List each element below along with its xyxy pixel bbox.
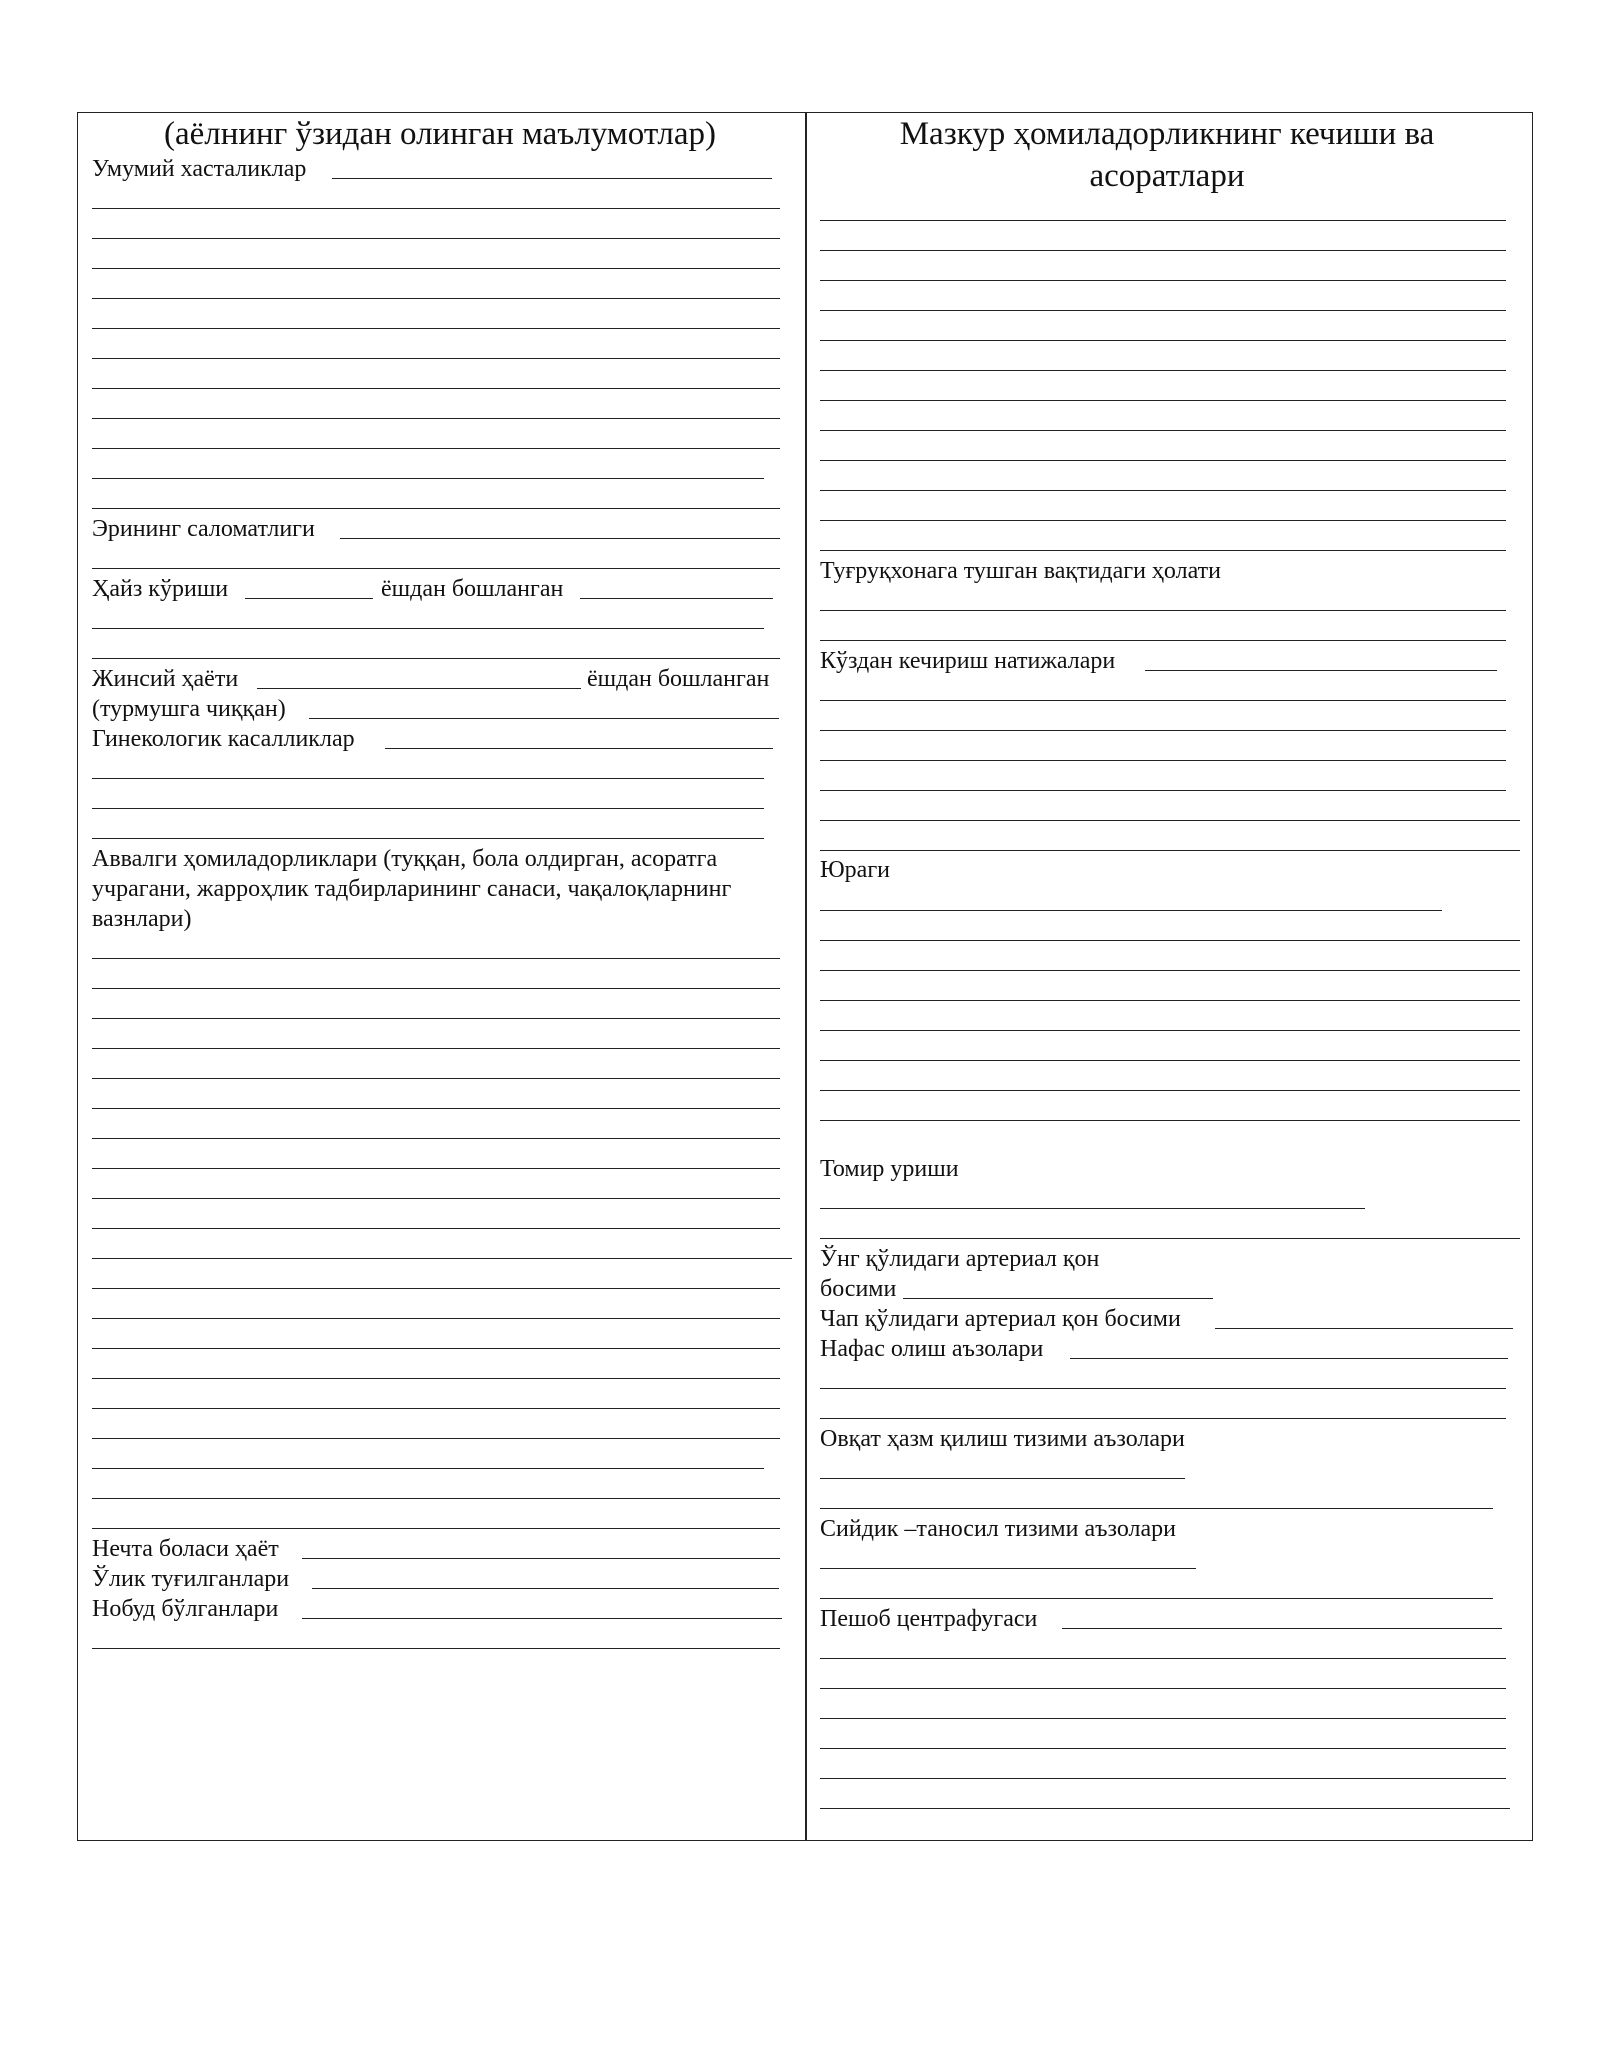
left-column-header: (аёлнинг ўзидан олинган маълумотлар)	[163, 116, 717, 152]
blank-line[interactable]	[92, 1048, 780, 1049]
exam-results-line-3	[820, 760, 1506, 761]
blank-line[interactable]	[820, 310, 1506, 311]
gyn-diseases-extra-line-2	[92, 808, 764, 809]
blank-line[interactable]	[92, 1318, 780, 1319]
stillborn-label: Ўлик туғилганлари	[92, 1566, 290, 1592]
blank-line[interactable]	[820, 250, 1506, 251]
sexual-life-start-label: ёшдан бошланган	[587, 666, 770, 692]
blank-line[interactable]	[820, 550, 1506, 551]
blank-line[interactable]	[92, 1198, 780, 1199]
blank-line[interactable]	[92, 298, 780, 299]
blank-line[interactable]	[92, 1138, 780, 1139]
lost-label: Нобуд бўлганлари	[92, 1596, 279, 1622]
pulse-label: Томир уриши	[820, 1156, 959, 1182]
respiratory-extra-line-2	[820, 1418, 1506, 1419]
heart-label: Юраги	[820, 857, 891, 883]
exam-results-line-5	[820, 820, 1520, 821]
respiratory-field[interactable]	[1070, 1358, 1508, 1359]
blank-line[interactable]	[92, 1288, 780, 1289]
blank-line[interactable]	[92, 1468, 764, 1469]
right-column-header-2: асоратлари	[1089, 158, 1245, 194]
blank-line[interactable]	[92, 1258, 792, 1259]
exam-results-label: Кўздан кечириш натижалари	[820, 648, 1116, 674]
blank-line[interactable]	[820, 340, 1506, 341]
bp-right-label-1: Ўнг қўлидаги артериал қон	[820, 1246, 1100, 1272]
blank-line[interactable]	[92, 418, 780, 419]
blank-line[interactable]	[820, 1778, 1506, 1779]
respiratory-extra-line-1	[820, 1388, 1506, 1389]
prev-pregnancies-label-3: вазнлари)	[92, 906, 192, 932]
husband-health-extra-line	[92, 568, 780, 569]
blank-line[interactable]	[820, 1748, 1506, 1749]
blank-line[interactable]	[820, 1120, 1520, 1121]
general-diseases-field[interactable]	[332, 178, 772, 179]
blank-line[interactable]	[92, 508, 780, 509]
urinary-label: Сийдик –таносил тизими аъзолари	[820, 1516, 1177, 1542]
blank-line[interactable]	[92, 268, 780, 269]
exam-results-line-6	[820, 850, 1520, 851]
gyn-diseases-field[interactable]	[385, 748, 773, 749]
blank-line[interactable]	[820, 1030, 1520, 1031]
blank-line[interactable]	[820, 1000, 1520, 1001]
column-divider	[805, 113, 807, 1840]
urine-centrifuge-label: Пешоб центрафугаси	[820, 1606, 1038, 1632]
husband-health-field[interactable]	[340, 538, 780, 539]
digestive-label: Овқат ҳазм қилиш тизими аъзолари	[820, 1426, 1185, 1452]
blank-line[interactable]	[92, 328, 780, 329]
blank-line[interactable]	[92, 958, 780, 959]
bp-left-field[interactable]	[1215, 1328, 1513, 1329]
lost-extra-line	[92, 1648, 780, 1649]
blank-line[interactable]	[92, 1228, 780, 1229]
blank-line[interactable]	[820, 1658, 1506, 1659]
blank-line[interactable]	[92, 1408, 780, 1409]
blank-line[interactable]	[92, 1438, 780, 1439]
right-column-header-1: Мазкур ҳомиладорликнинг кечиши ва	[899, 116, 1435, 152]
married-field[interactable]	[309, 718, 779, 719]
blank-line[interactable]	[820, 1688, 1506, 1689]
prev-pregnancies-label-1: Аввалги ҳомиладорликлари (туққан, бола олдирган, асоратга	[92, 846, 718, 872]
blank-line[interactable]	[820, 220, 1506, 221]
blank-line[interactable]	[820, 430, 1506, 431]
gyn-diseases-extra-line-3	[92, 838, 764, 839]
gyn-diseases-label: Гинекологик касалликлар	[92, 726, 355, 752]
blank-line[interactable]	[92, 1348, 780, 1349]
blank-line[interactable]	[92, 1078, 780, 1079]
urinary-extra-line	[820, 1598, 1493, 1599]
menses-start-field[interactable]	[580, 598, 773, 599]
bp-right-label-2: босими	[820, 1276, 897, 1302]
prev-pregnancies-label-2: учрагани, жарроҳлик тадбирларининг санаси, чақалоқларнинг	[92, 876, 732, 902]
blank-line[interactable]	[820, 460, 1506, 461]
blank-line[interactable]	[92, 1168, 780, 1169]
blank-line[interactable]	[92, 358, 780, 359]
blank-line[interactable]	[820, 1808, 1510, 1809]
blank-line[interactable]	[820, 940, 1520, 941]
blank-line[interactable]	[92, 478, 764, 479]
blank-line[interactable]	[92, 1528, 780, 1529]
admission-state-label: Туғруқхонага тушган вақтидаги ҳолати	[820, 558, 1221, 584]
blank-line[interactable]	[820, 490, 1506, 491]
gyn-diseases-extra-line-1	[92, 778, 764, 779]
admission-state-line-2	[820, 640, 1506, 641]
blank-line[interactable]	[820, 1718, 1506, 1719]
blank-line[interactable]	[92, 208, 780, 209]
blank-line[interactable]	[820, 1060, 1520, 1061]
urine-centrifuge-field[interactable]	[1062, 1628, 1502, 1629]
exam-results-line-4	[820, 790, 1506, 791]
husband-health-label: Эрининг саломатлиги	[92, 516, 315, 542]
digestive-field[interactable]	[820, 1478, 1185, 1479]
blank-line[interactable]	[92, 1378, 780, 1379]
lost-field[interactable]	[302, 1618, 782, 1619]
stillborn-field[interactable]	[312, 1588, 779, 1589]
children-alive-label: Нечта боласи ҳаёт	[92, 1536, 279, 1562]
blank-line[interactable]	[92, 1108, 780, 1109]
general-diseases-label: Умумий хасталиклар	[92, 156, 307, 182]
pulse-field[interactable]	[820, 1208, 1365, 1209]
children-alive-field[interactable]	[302, 1558, 780, 1559]
menses-extra-line-2	[92, 658, 780, 659]
blank-line[interactable]	[820, 1090, 1520, 1091]
digestive-extra-line	[820, 1508, 1493, 1509]
blank-line[interactable]	[820, 520, 1506, 521]
menses-label: Ҳайз кўриши	[92, 576, 229, 602]
blank-line[interactable]	[92, 388, 780, 389]
bp-left-label: Чап қўлидаги артериал қон босими	[820, 1306, 1181, 1332]
exam-results-line-2	[820, 730, 1506, 731]
bp-right-field[interactable]	[903, 1298, 1213, 1299]
blank-line[interactable]	[820, 280, 1506, 281]
menses-age-field[interactable]	[245, 598, 373, 599]
blank-line[interactable]	[92, 448, 780, 449]
respiratory-label: Нафас олиш аъзолари	[820, 1336, 1044, 1362]
admission-state-line-1[interactable]	[820, 610, 1506, 611]
sexual-life-field[interactable]	[257, 688, 581, 689]
menses-start-label: ёшдан бошланган	[381, 576, 564, 602]
exam-results-line-1	[820, 700, 1506, 701]
blank-line[interactable]	[820, 970, 1520, 971]
blank-line[interactable]	[92, 988, 780, 989]
blank-line[interactable]	[92, 238, 780, 239]
exam-results-field[interactable]	[1145, 670, 1497, 671]
pulse-extra-line	[820, 1238, 1520, 1239]
menses-extra-line-1	[92, 628, 764, 629]
blank-line[interactable]	[92, 1498, 780, 1499]
urinary-field[interactable]	[820, 1568, 1196, 1569]
blank-line[interactable]	[820, 400, 1506, 401]
sexual-life-label: Жинсий ҳаёти	[92, 666, 239, 692]
blank-line[interactable]	[820, 370, 1506, 371]
heart-field[interactable]	[820, 910, 1442, 911]
married-label: (турмушга чиққан)	[92, 696, 286, 722]
blank-line[interactable]	[92, 1018, 780, 1019]
